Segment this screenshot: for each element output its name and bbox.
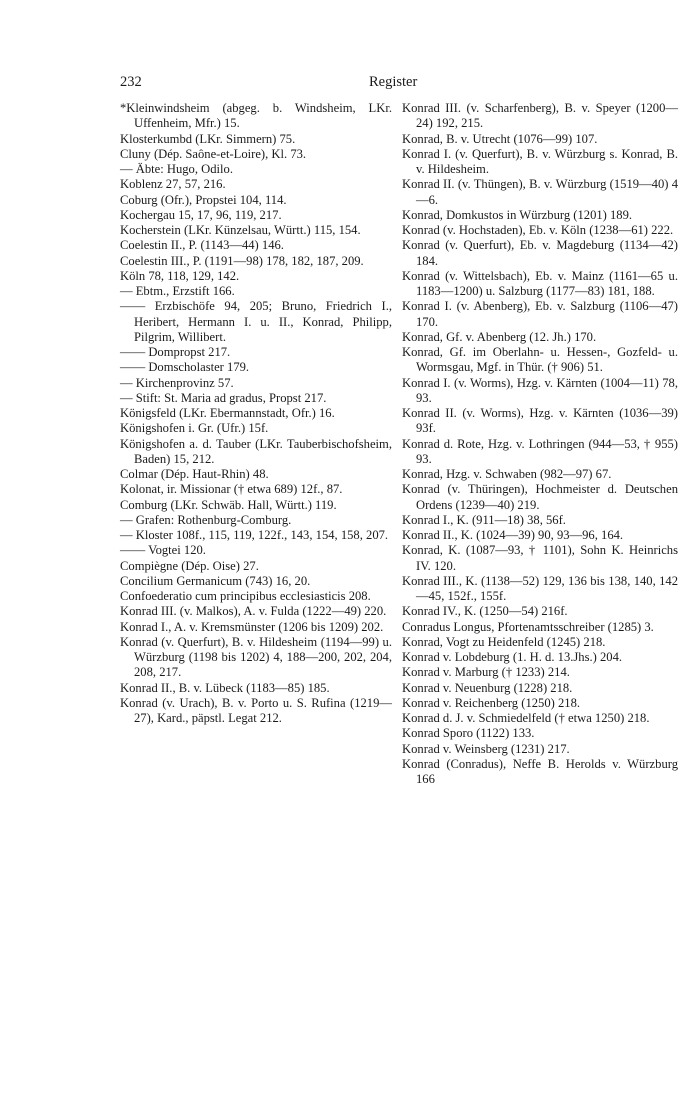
index-entry: — Kloster 108f., 115, 119, 122f., 143, 154, 158, 207. (120, 528, 389, 542)
index-entry: Konrad IV., K. (1250—54) 216f. (402, 604, 568, 619)
index-entry: Konrad (v. Hochstaden), Eb. v. Köln (1238—61) 222. (402, 223, 674, 237)
index-entry: Comburg (LKr. Schwäb. Hall, Württ.) 119. (120, 497, 337, 512)
index-entry: Konrad v. Weinsberg (1231) 217. (402, 741, 570, 756)
index-entry: Konrad I. (v. Querfurt), B. v. Würzburg s. Konrad, B. v. Hildesheim. (402, 146, 678, 176)
index-entry: Koblenz 27, 57, 216. (120, 177, 226, 192)
page-number: 232 (120, 74, 142, 90)
index-entry: —— Domscholaster 179. (120, 360, 250, 375)
index-entry: Konrad (v. Querfurt), B. v. Hildesheim (1194—99) u. Würzburg (1198 bis 1202) 4, 188—200, 202, 204, 208, 217. (120, 634, 392, 680)
index-entry: Konrad, Vogt zu Heidenfeld (1245) 218. (402, 634, 606, 649)
index-entry: —— Dompropst 217. (120, 345, 231, 359)
index-entry: Konrad I. (v. Worms), Hzg. v. Kärnten (1004—11) 78, 93. (402, 375, 678, 405)
index-entry: Konrad II., B. v. Lübeck (1183—85) 185. (120, 680, 330, 695)
index-entry: Cluny (Dép. Saône-et-Loire), Kl. 73. (120, 146, 307, 161)
index-entry: Königsfeld (LKr. Ebermannstadt, Ofr.) 16. (120, 406, 335, 420)
index-entry: Königshofen i. Gr. (Ufr.) 15f. (120, 421, 269, 436)
index-entry: Konrad I., K. (911—18) 38, 56f. (402, 512, 566, 527)
index-entry: Konrad v. Marburg († 1233) 214. (402, 665, 570, 680)
index-entry: Conradus Longus, Pfortenamtsschreiber (1285) 3. (402, 619, 654, 634)
index-entry: Concilium Germanicum (743) 16, 20. (120, 573, 311, 588)
index-column-left (120, 101, 392, 726)
index-entry: Konrad, Hzg. v. Schwaben (982—97) 67. (402, 467, 612, 481)
index-entry: Konrad, B. v. Utrecht (1076—99) 107. (402, 131, 598, 146)
index-entry: Coburg (Ofr.), Propstei 104, 114. (120, 192, 287, 207)
index-entry: Konrad (v. Querfurt), Eb. v. Magdeburg (1134—42) 184. (402, 238, 678, 268)
index-entry: Konrad, Gf. v. Abenberg (12. Jh.) 170. (402, 329, 597, 344)
index-entry: Kolonat, ir. Missionar († etwa 689) 12f., 87. (120, 482, 343, 497)
index-entry: Konrad (Conradus), Neffe B. Herolds v. Würzburg 166 (402, 756, 678, 786)
index-entry: Konrad (v. Thüringen), Hochmeister d. Deutschen Ordens (1239—40) 219. (402, 482, 678, 512)
index-entry: Konrad II. (v. Worms), Hzg. v. Kärnten (1036—39) 93f. (402, 406, 678, 436)
index-entry: — Kirchenprovinz 57. (120, 375, 234, 390)
index-entry: Klosterkumbd (LKr. Simmern) 75. (120, 131, 296, 146)
index-entry: Coelestin II., P. (1143—44) 146. (120, 238, 284, 253)
index-entry: Kochergau 15, 17, 96, 119, 217. (120, 207, 282, 222)
index-entry: Königshofen a. d. Tauber (LKr. Tauberbischofsheim, Baden) 15, 212. (120, 436, 392, 466)
index-entry: Konrad, Domkustos in Würzburg (1201) 189. (402, 207, 633, 222)
index-column-right (402, 101, 678, 787)
index-entry: Konrad Sporo (1122) 133. (402, 726, 535, 741)
index-entry: — Äbte: Hugo, Odilo. (120, 162, 233, 176)
index-entry: Konrad III., K. (1138—52) 129, 136 bis 138, 140, 142—45, 152f., 155f. (402, 573, 678, 603)
index-entry: Konrad, Gf. im Oberlahn- u. Hessen-, Gozfeld- u. Wormsgau, Mgf. in Thür. († 906) 51. (402, 345, 678, 375)
index-entry: Colmar (Dép. Haut-Rhin) 48. (120, 467, 269, 481)
index-entry: Konrad II., K. (1024—39) 90, 93—96, 164. (402, 528, 624, 542)
index-entry: — Stift: St. Maria ad gradus, Propst 217. (120, 390, 327, 405)
index-entry: Konrad (v. Wittelsbach), Eb. v. Mainz (1161—65 u. 1183—1200) u. Salzburg (1177—83) 181, 188. (402, 268, 678, 298)
index-entry: Konrad (v. Urach), B. v. Porto u. S. Rufina (1219—27), Kard., päpstl. Legat 212. (120, 695, 392, 725)
index-entry: Konrad v. Lobdeburg (1. H. d. 13.Jhs.) 204. (402, 650, 623, 664)
index-entry: Konrad d. Rote, Hzg. v. Lothringen (944—53, † 955) 93. (402, 436, 678, 466)
index-entry: Konrad v. Neuenburg (1228) 218. (402, 680, 573, 695)
running-title: Register (369, 74, 418, 90)
index-entry: Konrad, K. (1087—93, † 1101), Sohn K. Heinrichs IV. 120. (402, 543, 678, 573)
index-entry: Coelestin III., P. (1191—98) 178, 182, 187, 209. (120, 253, 364, 268)
index-entry: Compiègne (Dép. Oise) 27. (120, 558, 259, 573)
page-header (0, 74, 700, 94)
index-entry: Kocherstein (LKr. Künzelsau, Württ.) 115, 154. (120, 223, 361, 237)
index-entry: *Kleinwindsheim (abgeg. b. Windsheim, LKr. Uffenheim, Mfr.) 15. (120, 101, 392, 131)
index-entry: Confoederatio cum principibus ecclesiasticis 208. (120, 589, 371, 603)
index-entry: —— Erzbischöfe 94, 205; Bruno, Friedrich I., Heribert, Hermann I. u. II., Konrad, Philipp, Pilgrim, Willibert. (120, 299, 392, 344)
index-entry: Konrad I., A. v. Kremsmünster (1206 bis 1209) 202. (120, 619, 384, 634)
index-entry: Konrad III. (v. Malkos), A. v. Fulda (1222—49) 220. (120, 604, 387, 619)
index-entry: Konrad III. (v. Scharfenberg), B. v. Speyer (1200—24) 192, 215. (402, 101, 678, 131)
index-entry: Köln 78, 118, 129, 142. (120, 268, 240, 283)
index-entry: —— Vogtei 120. (120, 543, 206, 558)
index-entry: Konrad I. (v. Abenberg), Eb. v. Salzburg (1106—47) 170. (402, 299, 678, 329)
index-entry: Konrad v. Reichenberg (1250) 218. (402, 695, 581, 710)
index-entry: Konrad d. J. v. Schmiedelfeld († etwa 1250) 218. (402, 711, 650, 725)
index-entry: — Grafen: Rothenburg-Comburg. (120, 512, 292, 527)
index-entry: Konrad II. (v. Thüngen), B. v. Würzburg (1519—40) 4—6. (402, 177, 678, 207)
index-entry: — Ebtm., Erzstift 166. (120, 284, 235, 298)
